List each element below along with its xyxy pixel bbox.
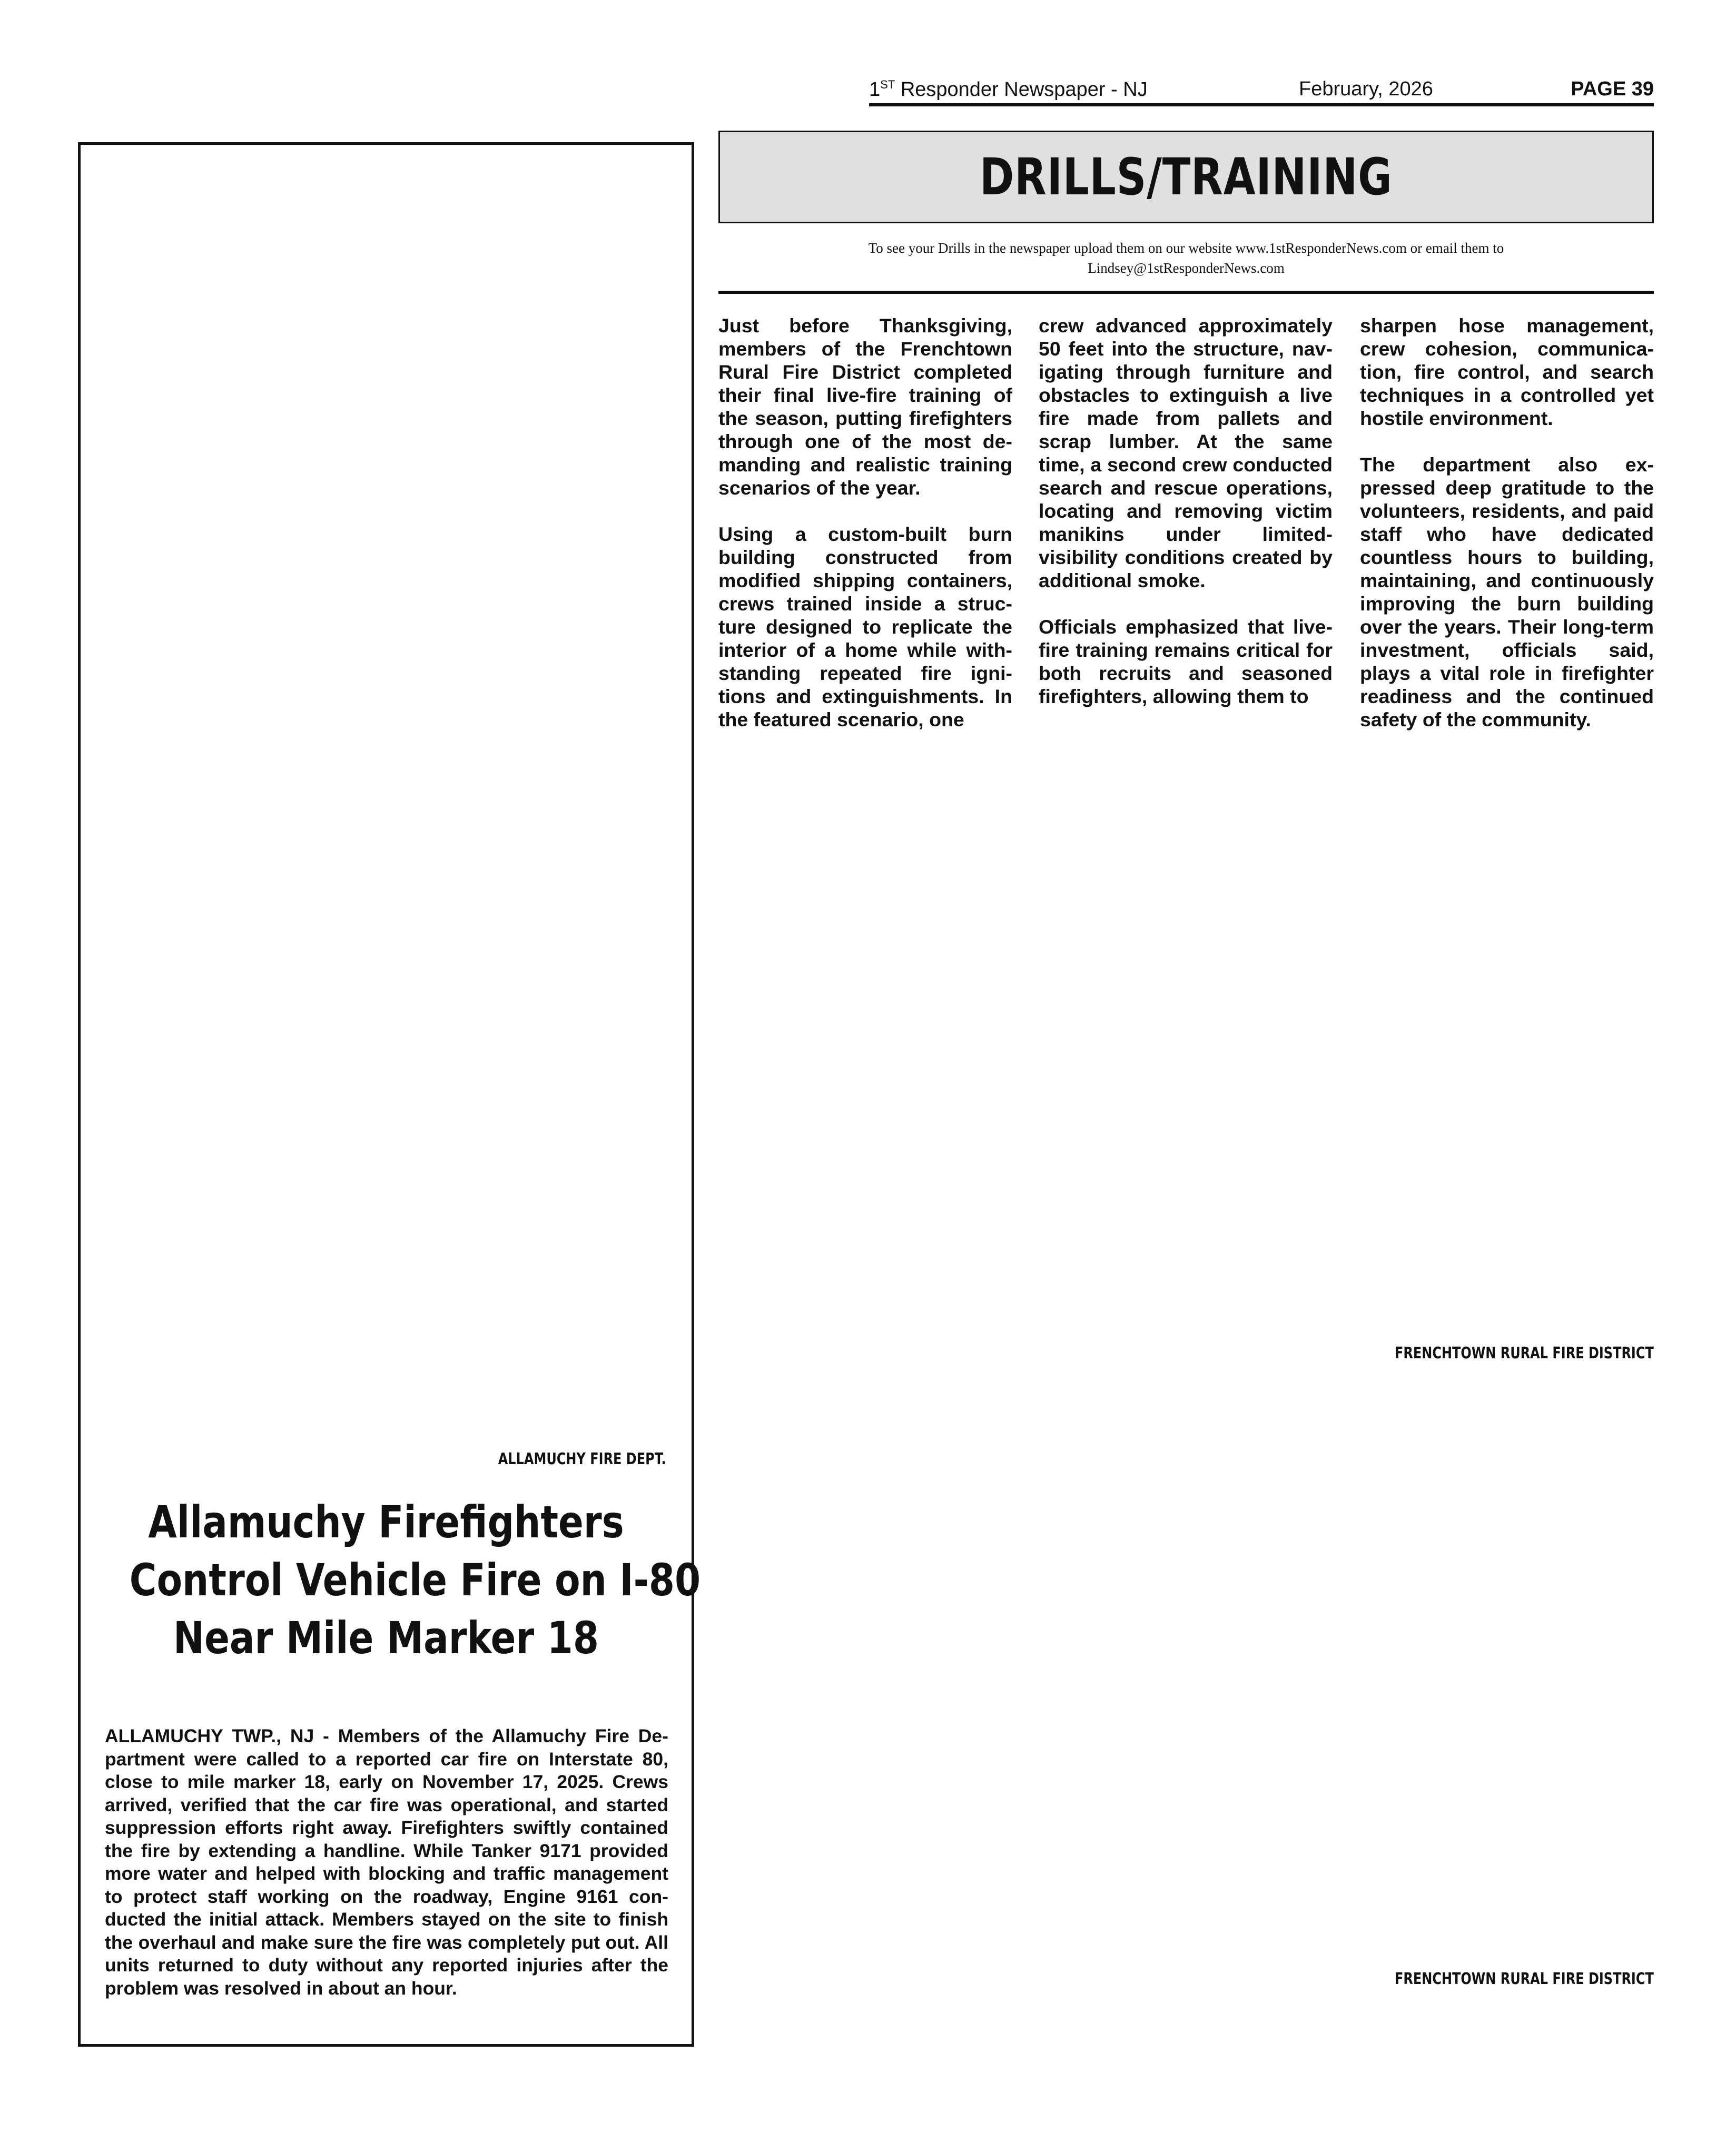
paragraph: Officials emphasized that live-fire training remains critical for both recruits and seasoned firefighters, allowing them to — [1039, 616, 1333, 707]
newspaper-name-suffix: Responder Newspaper - NJ — [895, 78, 1148, 101]
headline-line-3: Near Mile Marker 18 — [173, 1612, 599, 1664]
section-banner — [718, 131, 1654, 223]
paragraph: ALLAMUCHY TWP., NJ - Members of the Allamuchy Fire Department were called to a reported car fire on Interstate 80, close to mile marker 18, early on November 17, 2025. Crews arrived, verified that the car fire was operational, and started suppression efforts right away. Firefighters swiftly contained the fire by extending a handline. While Tanker 9171 provided more water and helped with blocking and traffic management to protect staff working on the roadway, Engine 9161 conducted the initial attack. Members stayed on the site to finish the overhaul and make sure the fire was completely put out. All units returned to duty without any reported injuries after the problem was resolved in about an hour. — [105, 1725, 668, 1999]
article-body — [105, 1725, 668, 2000]
paragraph: Using a custom-built burn building constructed from modified shipping containers, crews trained inside a structure designed to replicate the interior of a home while withstanding repeated fire ignitions and extinguishments. In the featured scenario, one — [718, 523, 1012, 731]
article-column-1 — [718, 314, 1012, 754]
photo-credit-allamuchy: ALLAMUCHY FIRE DEPT. — [498, 1450, 666, 1468]
allamuchy-article-box — [78, 142, 701, 2047]
section-divider — [718, 291, 1654, 294]
newspaper-name — [869, 78, 1148, 101]
frenchtown-article — [718, 314, 1654, 746]
article-column-2 — [1039, 314, 1333, 731]
paragraph: Just before Thanksgiving, members of the Frenchtown Rural Fire District completed their final live-fire training of the season, putting firefighters through one of the most demanding and realistic training scenarios of the year. — [718, 314, 1012, 499]
page-header — [869, 74, 1654, 106]
section-title: DRILLS/TRAINING — [980, 147, 1393, 206]
issue-date: February, 2026 — [1299, 78, 1433, 100]
article-column-3 — [1360, 314, 1654, 754]
newspaper-name-superscript: ST — [880, 78, 895, 91]
notice-line-2: Lindsey@1stResponderNews.com — [1088, 260, 1285, 276]
photo-credit-frenchtown-1: FRENCHTOWN RURAL FIRE DISTRICT — [1395, 1344, 1654, 1363]
page-number: PAGE 39 — [1571, 78, 1654, 100]
notice-line-1: To see your Drills in the newspaper upload them on our website www.1stResponderNews.com or email them to — [868, 240, 1504, 256]
submission-notice — [718, 238, 1654, 278]
newspaper-name-prefix: 1 — [869, 78, 881, 101]
photo-credit-frenchtown-2: FRENCHTOWN RURAL FIRE DISTRICT — [1395, 1970, 1654, 1988]
paragraph: The department also expressed deep gratitude to the volunteers, residents, and paid staff who have dedicated countless hours to building, maintaining, and continuously improving the burn building over the years. Their long-term investment, officials said, plays a vital role in firefighter readiness and the continued safety of the community. — [1360, 453, 1654, 731]
headline-line-2: Control Vehicle Fire on I-80 — [129, 1554, 701, 1606]
article-headline — [81, 1493, 701, 1667]
headline-line-1: Allamuchy Firefighters — [148, 1496, 624, 1548]
paragraph: sharpen hose management, crew cohesion, communication, fire control, and search techniques in a controlled yet hostile environment. — [1360, 314, 1654, 429]
paragraph: crew advanced approximately 50 feet into the structure, navigating through furniture and obstacles to extinguish a live fire made from pallets and scrap lumber. At the same time, a second crew conducted search and rescue operations, locating and removing victim manikins under limited-visibility conditions created by additional smoke. — [1039, 314, 1333, 591]
